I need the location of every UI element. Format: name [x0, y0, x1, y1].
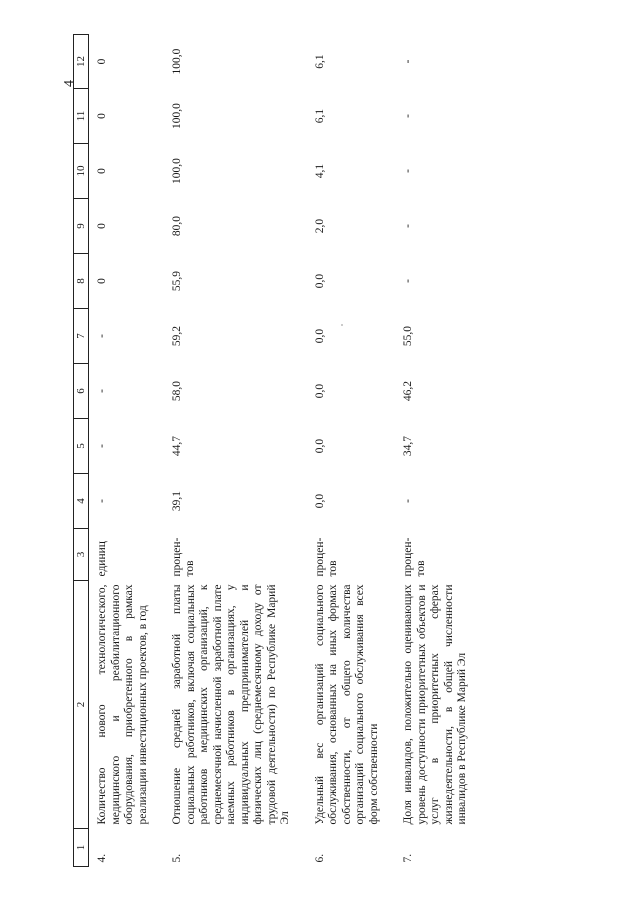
header-cell: 8 — [74, 254, 89, 309]
unit-cell: процен- тов — [171, 537, 196, 577]
page-number: 4 — [62, 80, 77, 87]
value-cell: 58,0 — [171, 380, 183, 402]
value-cell: 0 — [96, 168, 108, 174]
value-cell: - — [402, 169, 414, 173]
row-number: 7. — [402, 853, 414, 863]
indicator-description: Доля инвалидов, положительно оценивающих уровень доступности приоритетных объектов и услуг в приоритетных сферах жизнедеятельности, в общей численности инвалидов в Республике Марий Эл — [402, 584, 468, 825]
indicator-description: Удельный вес организаций социального обслуживания, основанных на иных формах собственности, от общего количества организаций социального обслуживания всех форм собственности — [313, 584, 380, 825]
value-cell: 55,0 — [402, 325, 414, 347]
value-cell: 6,1 — [313, 54, 326, 69]
value-cell: 6,1 — [313, 108, 326, 124]
header-cell: 12 — [74, 35, 89, 89]
value-cell: - — [402, 114, 414, 118]
value-cell: - — [402, 59, 414, 64]
value-cell: - — [96, 389, 108, 393]
value-cell: - — [96, 444, 108, 448]
header-cell: 7 — [74, 309, 89, 364]
table-row — [164, 35, 307, 867]
value-cell: - — [402, 224, 414, 228]
value-cell: 34,7 — [402, 435, 414, 457]
value-cell: 100,0 — [171, 48, 183, 75]
table-row — [395, 35, 484, 867]
value-cell: 0,0 — [313, 273, 326, 289]
table-row — [89, 35, 165, 867]
row-number: 5. — [171, 853, 183, 863]
scan-speck — [341, 324, 343, 326]
value-cell: - — [96, 334, 108, 338]
value-cell: 0 — [96, 58, 108, 65]
value-cell: 59,2 — [171, 325, 183, 347]
unit-cell: процен- тов — [313, 537, 339, 577]
value-cell: 0,0 — [313, 383, 326, 399]
value-cell: 0,0 — [313, 493, 326, 509]
header-cell: 2 — [74, 581, 89, 829]
value-cell: 0 — [96, 223, 108, 229]
header-cell: 9 — [74, 199, 89, 254]
unit-cell: процен- тов — [402, 537, 427, 577]
row-number: 4. — [96, 853, 108, 863]
header-cell: 1 — [74, 829, 89, 867]
value-cell: 0,0 — [313, 438, 326, 454]
value-cell: 39,1 — [171, 490, 183, 512]
header-cell: 3 — [74, 529, 89, 581]
value-cell: 0 — [96, 113, 108, 119]
unit-cell: единиц — [96, 541, 108, 577]
header-cell: 4 — [74, 474, 89, 529]
value-cell: 4,1 — [313, 163, 326, 179]
value-cell: 55,9 — [171, 270, 183, 292]
row-number: 6. — [313, 853, 326, 863]
value-cell: 2,0 — [313, 218, 326, 234]
header-cell: 5 — [74, 419, 89, 474]
indicator-description: Отношение средней заработной платы социальных работников, включая социальных работников медицинских организаций, к среднемесячной начисленной заработной плате наемных работников в организациях, у индивидуальных предпринимателей и физических лиц (среднемесячному доходу от трудовой деятельности) по Республике Марий Эл — [171, 584, 291, 825]
value-cell: 100,0 — [171, 158, 183, 184]
table-row — [307, 35, 396, 867]
indicator-description: Количество нового технологического, медицинского и реабилитационного оборудования, приобретенного в рамках реализации инвестиционных проектов, в год — [96, 584, 149, 825]
value-cell: - — [96, 499, 108, 503]
value-cell: 46,2 — [402, 380, 414, 402]
value-cell: 0 — [96, 278, 108, 284]
value-cell: 80,0 — [171, 215, 183, 237]
header-cell: 10 — [74, 144, 89, 199]
header-row — [74, 35, 89, 867]
header-cell: 11 — [74, 89, 89, 144]
value-cell: 44,7 — [171, 435, 183, 457]
indicators-table — [73, 34, 484, 867]
value-cell: - — [402, 499, 414, 503]
value-cell: 0,0 — [313, 328, 326, 344]
value-cell: - — [402, 279, 414, 283]
header-cell: 6 — [74, 364, 89, 419]
value-cell: 100,0 — [171, 103, 183, 129]
